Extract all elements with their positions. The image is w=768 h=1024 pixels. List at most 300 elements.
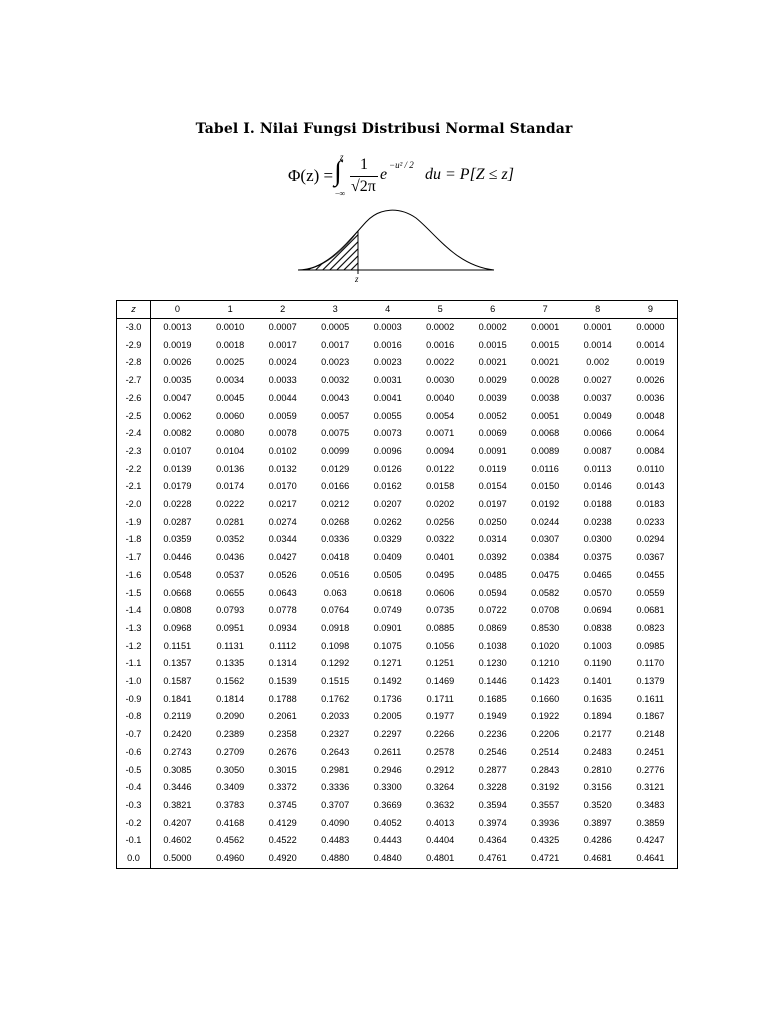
column-header-digit: 0 [151, 301, 204, 319]
table-cell: 0.0031 [373, 375, 402, 386]
table-cell: 0.0029 [478, 375, 507, 386]
table-cell: 0.0764 [321, 605, 350, 616]
table-cell: 0.002 [586, 357, 610, 368]
table-cell: 0.0392 [478, 552, 507, 563]
table-cell: 0.0071 [426, 428, 455, 439]
formula-exponent: −u² / 2 [389, 160, 414, 170]
table-cell: 0.3085 [163, 764, 192, 775]
table-cell: 0.0021 [478, 357, 507, 368]
cdf-formula [288, 152, 518, 200]
table-cell: 0.2033 [321, 711, 350, 722]
table-cell: 0.2676 [268, 746, 297, 757]
column-header-digit: 2 [256, 301, 309, 319]
table-cell: 0.0526 [268, 569, 297, 580]
table-cell: 0.0039 [478, 392, 507, 403]
table-cell: 0.0119 [478, 463, 507, 474]
table-cell: 0.0001 [583, 322, 612, 332]
table-row [117, 726, 678, 744]
table-cell: 0.0000 [636, 322, 665, 332]
row-z-value: 0.0 [117, 850, 151, 868]
table-cell: 0.0183 [636, 499, 665, 510]
table-row [117, 478, 678, 496]
table-cell: 0.0375 [583, 552, 612, 563]
table-cell: 0.0158 [426, 481, 455, 492]
table-cell: 0.4522 [268, 835, 297, 846]
table-cell: 0.0838 [583, 622, 612, 633]
table-cell: 0.0021 [531, 357, 560, 368]
table-cell: 0.0054 [426, 410, 455, 421]
table-cell: 0.0040 [426, 392, 455, 403]
table-cell: 0.4562 [216, 835, 245, 846]
table-cell: 0.0485 [478, 569, 507, 580]
table-cell: 0.4325 [531, 835, 560, 846]
row-z-value: -1.4 [117, 602, 151, 620]
table-cell: 0.0116 [531, 463, 559, 474]
table-cell: 0.3594 [478, 799, 507, 810]
table-cell: 0.4920 [268, 853, 297, 864]
table-cell: 0.3557 [531, 799, 560, 810]
table-cell: 0.0418 [321, 552, 350, 563]
table-cell: 0.4443 [373, 835, 402, 846]
table-cell: 0.0233 [636, 516, 665, 527]
table-cell: 0.4013 [426, 817, 455, 828]
table-row [117, 461, 678, 479]
formula-upper-limit: z [340, 152, 344, 162]
row-z-value: -2.5 [117, 408, 151, 426]
table-cell: 0.2643 [321, 746, 350, 757]
column-header-z: z [117, 301, 151, 319]
table-cell: 0.2877 [478, 764, 507, 775]
table-cell: 0.0250 [478, 516, 507, 527]
table-cell: 0.3897 [583, 817, 612, 828]
table-cell: 0.0078 [268, 428, 297, 439]
table-cell: 0.3121 [636, 782, 665, 793]
table-cell: 0.1112 [269, 640, 297, 651]
table-row [117, 354, 678, 372]
table-cell: 0.2546 [478, 746, 507, 757]
row-z-value: -2.2 [117, 461, 151, 479]
table-cell: 0.0066 [583, 428, 612, 439]
table-cell: 0.1335 [216, 658, 245, 669]
table-cell: 0.0003 [373, 322, 402, 332]
table-cell: 0.0307 [531, 534, 560, 545]
table-cell: 0.0668 [163, 587, 192, 598]
table-cell: 0.0084 [636, 445, 665, 456]
row-z-value: -0.3 [117, 797, 151, 815]
table-cell: 0.0570 [583, 587, 612, 598]
table-cell: 0.1814 [216, 693, 245, 704]
table-cell: 0.3300 [373, 782, 402, 793]
table-cell: 0.0023 [321, 357, 350, 368]
table-cell: 0.1131 [216, 640, 244, 651]
table-cell: 0.0017 [268, 339, 297, 350]
table-cell: 0.0122 [426, 463, 455, 474]
table-row [117, 514, 678, 532]
table-cell: 0.0132 [268, 463, 297, 474]
table-cell: 0.0778 [268, 605, 297, 616]
table-cell: 0.1562 [216, 676, 245, 687]
table-cell: 0.4602 [163, 835, 192, 846]
table-cell: 0.1357 [163, 658, 192, 669]
table-cell: 0.3192 [531, 782, 560, 793]
table-cell: 0.1020 [531, 640, 560, 651]
row-z-value: -1.9 [117, 514, 151, 532]
table-cell: 0.3859 [636, 817, 665, 828]
fraction-bar [350, 176, 378, 177]
table-cell: 0.1762 [321, 693, 350, 704]
table-cell: 0.0548 [163, 569, 192, 580]
table-cell: 0.0104 [216, 445, 245, 456]
table-row [117, 779, 678, 797]
table-cell: 0.4286 [583, 835, 612, 846]
table-cell: 0.0808 [163, 605, 192, 616]
table-cell: 0.0038 [531, 392, 560, 403]
table-cell: 0.3821 [163, 799, 192, 810]
table-cell: 0.5000 [163, 853, 192, 864]
table-cell: 0.0352 [216, 534, 245, 545]
table-cell: 0.2451 [636, 746, 665, 757]
table-cell: 0.0344 [268, 534, 297, 545]
table-cell: 0.1539 [268, 676, 297, 687]
table-cell: 0.1401 [583, 676, 612, 687]
table-cell: 0.1170 [636, 658, 665, 669]
table-cell: 0.4052 [373, 817, 402, 828]
table-cell: 0.0014 [583, 339, 612, 350]
column-header-digit: 6 [466, 301, 519, 319]
table-row [117, 372, 678, 390]
table-cell: 0.2483 [583, 746, 612, 757]
table-cell: 0.0256 [426, 516, 455, 527]
table-cell: 0.0436 [216, 552, 245, 563]
table-cell: 0.0062 [163, 410, 192, 421]
row-z-value: -1.5 [117, 585, 151, 603]
table-row [117, 496, 678, 514]
table-cell: 0.0060 [216, 410, 245, 421]
table-cell: 0.0080 [216, 428, 245, 439]
table-cell: 0.4880 [321, 853, 350, 864]
table-cell: 0.8530 [531, 622, 560, 633]
table-cell: 0.0475 [531, 569, 560, 580]
table-cell: 0.0869 [478, 622, 507, 633]
table-cell: 0.0036 [636, 392, 665, 403]
table-cell: 0.3483 [636, 799, 665, 810]
table-cell: 0.0052 [478, 410, 507, 421]
table-cell: 0.0681 [636, 605, 665, 616]
table-cell: 0.1003 [583, 640, 612, 651]
table-cell: 0.0170 [268, 481, 297, 492]
table-cell: 0.0059 [268, 410, 297, 421]
table-row [117, 708, 678, 726]
table-cell: 0.0043 [321, 392, 350, 403]
table-cell: 0.1949 [478, 711, 507, 722]
table-cell: 0.0139 [163, 463, 192, 474]
table-cell: 0.0049 [583, 410, 612, 421]
table-row [117, 655, 678, 673]
table-cell: 0.0174 [216, 481, 245, 492]
table-cell: 0.0051 [531, 410, 560, 421]
table-cell: 0.0294 [636, 534, 665, 545]
table-cell: 0.0823 [636, 622, 665, 633]
table-cell: 0.0244 [531, 516, 560, 527]
table-cell: 0.0023 [373, 357, 402, 368]
row-z-value: -0.1 [117, 832, 151, 850]
table-cell: 0.0618 [373, 587, 402, 598]
table-row [117, 337, 678, 355]
table-cell: 0.0287 [163, 516, 192, 527]
table-cell: 0.4090 [321, 817, 350, 828]
table-cell: 0.1038 [478, 640, 507, 651]
table-cell: 0.0238 [583, 516, 612, 527]
table-cell: 0.4681 [583, 853, 612, 864]
table-cell: 0.0217 [268, 499, 297, 510]
table-cell: 0.4168 [216, 817, 245, 828]
table-cell: 0.2148 [636, 729, 665, 740]
table-cell: 0.2981 [321, 764, 350, 775]
table-cell: 0.0300 [583, 534, 612, 545]
table-cell: 0.0197 [478, 499, 507, 510]
table-cell: 0.0064 [636, 428, 665, 439]
row-z-value: -0.2 [117, 815, 151, 833]
table-cell: 0.0207 [373, 499, 402, 510]
table-cell: 0.1922 [531, 711, 560, 722]
table-cell: 0.0322 [426, 534, 455, 545]
row-z-value: -1.2 [117, 638, 151, 656]
table-cell: 0.1075 [373, 640, 402, 651]
table-cell: 0.4247 [636, 835, 665, 846]
table-cell: 0.1151 [163, 640, 192, 651]
table-row [117, 549, 678, 567]
row-z-value: -1.1 [117, 655, 151, 673]
table-cell: 0.2358 [268, 729, 297, 740]
table-cell: 0.0968 [163, 622, 192, 633]
row-z-value: -2.7 [117, 372, 151, 390]
table-cell: 0.0019 [163, 339, 192, 350]
row-z-value: -2.0 [117, 496, 151, 514]
table-cell: 0.0384 [531, 552, 560, 563]
table-cell: 0.2709 [216, 746, 245, 757]
row-z-value: -1.0 [117, 673, 151, 691]
table-cell: 0.0107 [163, 445, 192, 456]
table-cell: 0.0694 [583, 605, 612, 616]
table-cell: 0.3707 [321, 799, 350, 810]
table-cell: 0.3228 [478, 782, 507, 793]
formula-denominator: √2π [351, 178, 376, 195]
table-row [117, 850, 678, 868]
table-cell: 0.0096 [373, 445, 402, 456]
table-cell: 0.2776 [636, 764, 665, 775]
curve-z-label: z [355, 274, 359, 284]
table-cell: 0.0002 [478, 322, 507, 332]
table-cell: 0.2946 [373, 764, 402, 775]
table-cell: 0.1611 [636, 693, 665, 704]
table-cell: 0.3409 [216, 782, 245, 793]
table-cell: 0.0336 [321, 534, 350, 545]
table-cell: 0.0057 [321, 410, 350, 421]
table-cell: 0.3050 [216, 764, 245, 775]
table-cell: 0.4840 [373, 853, 402, 864]
row-z-value: -1.8 [117, 531, 151, 549]
table-cell: 0.0069 [478, 428, 507, 439]
table-cell: 0.0505 [373, 569, 402, 580]
table-cell: 0.1788 [268, 693, 297, 704]
table-cell: 0.0228 [163, 499, 192, 510]
header-row [117, 301, 678, 319]
table-cell: 0.0150 [531, 481, 560, 492]
table-cell: 0.0087 [583, 445, 612, 456]
table-cell: 0.0446 [163, 552, 192, 563]
table-cell: 0.0455 [636, 569, 665, 580]
table-cell: 0.2206 [531, 729, 560, 740]
table-cell: 0.0047 [163, 392, 192, 403]
z-table [116, 300, 678, 869]
row-z-value: -0.5 [117, 762, 151, 780]
table-cell: 0.1251 [426, 658, 455, 669]
table-cell: 0.0041 [373, 392, 402, 403]
table-cell: 0.1711 [426, 693, 454, 704]
table-cell: 0.2090 [216, 711, 245, 722]
table-row [117, 585, 678, 603]
table-cell: 0.2266 [426, 729, 455, 740]
table-cell: 0.0075 [321, 428, 350, 439]
table-cell: 0.0016 [426, 339, 455, 350]
row-z-value: -0.8 [117, 708, 151, 726]
table-row [117, 762, 678, 780]
table-row [117, 744, 678, 762]
row-z-value: -0.4 [117, 779, 151, 797]
row-z-value: -0.9 [117, 691, 151, 709]
formula-rest: du = P[Z ≤ z] [425, 166, 514, 183]
table-cell: 0.0274 [268, 516, 297, 527]
formula-numerator: 1 [360, 156, 368, 173]
table-cell: 0.0017 [321, 339, 350, 350]
table-cell: 0.3745 [268, 799, 297, 810]
table-cell: 0.0094 [426, 445, 455, 456]
table-cell: 0.1977 [426, 711, 455, 722]
column-header-digit: 4 [361, 301, 414, 319]
table-cell: 0.0010 [216, 322, 245, 332]
table-cell: 0.0918 [321, 622, 350, 633]
table-row [117, 832, 678, 850]
table-cell: 0.0222 [216, 499, 245, 510]
table-cell: 0.1056 [426, 640, 455, 651]
table-row [117, 425, 678, 443]
table-cell: 0.1190 [583, 658, 612, 669]
table-cell: 0.4641 [636, 853, 665, 864]
column-header-digit: 3 [309, 301, 362, 319]
table-cell: 0.4801 [426, 853, 455, 864]
table-cell: 0.1271 [373, 658, 402, 669]
table-cell: 0.0068 [531, 428, 560, 439]
row-z-value: -1.6 [117, 567, 151, 585]
table-cell: 0.2514 [531, 746, 560, 757]
table-row [117, 567, 678, 585]
table-cell: 0.0427 [268, 552, 297, 563]
column-header-digit: 1 [204, 301, 257, 319]
table-cell: 0.0005 [321, 322, 350, 332]
table-cell: 0.0034 [216, 375, 245, 386]
table-cell: 0.3156 [583, 782, 612, 793]
z-table-body [117, 319, 678, 869]
row-z-value: -2.6 [117, 390, 151, 408]
table-cell: 0.2420 [163, 729, 192, 740]
table-cell: 0.0037 [583, 392, 612, 403]
table-cell: 0.2327 [321, 729, 350, 740]
table-cell: 0.2236 [478, 729, 507, 740]
table-cell: 0.2061 [268, 711, 297, 722]
table-cell: 0.4404 [426, 835, 455, 846]
table-cell: 0.0606 [426, 587, 455, 598]
table-cell: 0.0212 [321, 499, 350, 510]
table-cell: 0.2119 [163, 711, 192, 722]
table-cell: 0.3264 [426, 782, 455, 793]
table-cell: 0.0708 [531, 605, 560, 616]
table-cell: 0.0655 [216, 587, 245, 598]
table-cell: 0.0001 [531, 322, 560, 332]
table-cell: 0.0044 [268, 392, 297, 403]
table-cell: 0.1685 [478, 693, 507, 704]
table-cell: 0.1379 [636, 676, 665, 687]
table-cell: 0.0102 [268, 445, 297, 456]
table-cell: 0.0026 [636, 375, 665, 386]
table-cell: 0.0179 [163, 481, 192, 492]
table-cell: 0.0401 [426, 552, 455, 563]
table-row [117, 390, 678, 408]
table-cell: 0.1492 [373, 676, 402, 687]
table-row [117, 319, 678, 337]
row-z-value: -2.4 [117, 425, 151, 443]
table-cell: 0.2743 [163, 746, 192, 757]
table-cell: 0.0007 [268, 322, 297, 332]
table-cell: 0.3974 [478, 817, 507, 828]
shaded-tail-area [304, 231, 358, 270]
page-title: Tabel I. Nilai Fungsi Distribusi Normal Standar [195, 121, 573, 137]
table-cell: 0.0055 [373, 410, 402, 421]
column-header-digit: 8 [571, 301, 624, 319]
table-cell: 0.0162 [373, 481, 402, 492]
table-cell: 0.4761 [478, 853, 507, 864]
row-z-value: -1.7 [117, 549, 151, 567]
table-cell: 0.4364 [478, 835, 507, 846]
table-cell: 0.2005 [373, 711, 402, 722]
table-cell: 0.2389 [216, 729, 245, 740]
table-cell: 0.0129 [321, 463, 350, 474]
table-cell: 0.0015 [531, 339, 560, 350]
formula-lower-limit: −∞ [335, 189, 346, 198]
table-cell: 0.4721 [531, 853, 560, 864]
table-cell: 0.0013 [163, 322, 192, 332]
table-cell: 0.3632 [426, 799, 455, 810]
table-cell: 0.0028 [531, 375, 560, 386]
table-cell: 0.0033 [268, 375, 297, 386]
table-cell: 0.0154 [478, 481, 507, 492]
table-cell: 0.0268 [321, 516, 350, 527]
table-cell: 0.0019 [636, 357, 665, 368]
table-cell: 0.0026 [163, 357, 192, 368]
table-cell: 0.1098 [321, 640, 350, 651]
column-header-digit: 5 [414, 301, 467, 319]
table-cell: 0.0359 [163, 534, 192, 545]
row-z-value: -3.0 [117, 319, 151, 337]
table-cell: 0.1635 [583, 693, 612, 704]
table-cell: 0.0559 [636, 587, 665, 598]
table-row [117, 443, 678, 461]
table-cell: 0.0014 [636, 339, 665, 350]
table-cell: 0.3446 [163, 782, 192, 793]
table-row [117, 691, 678, 709]
column-header-digit: 7 [519, 301, 572, 319]
table-cell: 0.0018 [216, 339, 245, 350]
table-cell: 0.0035 [163, 375, 192, 386]
